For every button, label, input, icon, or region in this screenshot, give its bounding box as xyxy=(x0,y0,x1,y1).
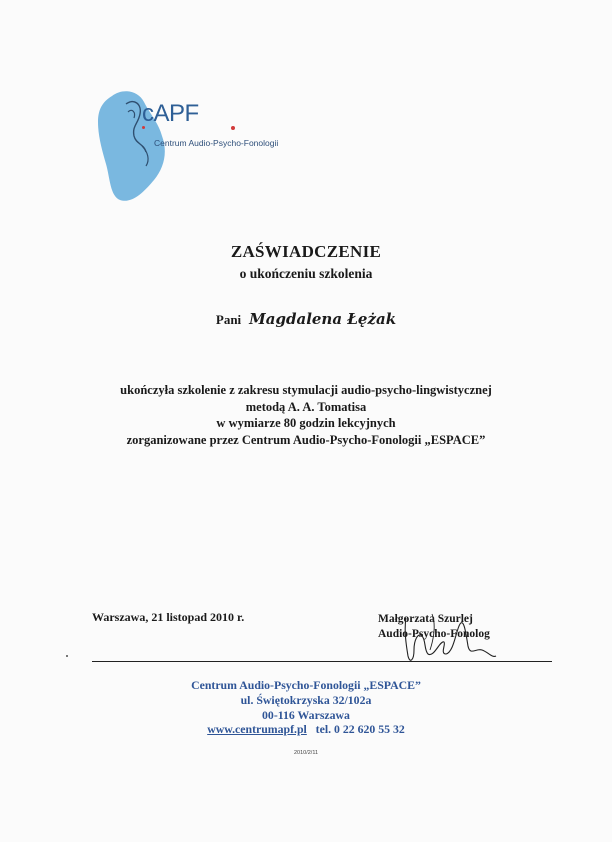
logo-wordmark: cAPF xyxy=(142,100,199,127)
body-line: zorganizowane przez Centrum Audio-Psycho-Fonologii „ESPACE” xyxy=(126,432,486,447)
logo-subtitle: Centrum Audio-Psycho-Fonologii xyxy=(154,138,279,148)
footer-address xyxy=(0,678,612,737)
divider-line xyxy=(92,661,552,662)
phone-number: tel. 0 22 620 55 32 xyxy=(315,722,405,737)
footer-city: 00-116 Warszawa xyxy=(262,707,350,722)
document-code: 2010/2/11 xyxy=(293,750,319,756)
body-line: w wymiarze 80 godzin lekcyjnych xyxy=(216,416,396,430)
certificate-body xyxy=(0,382,612,448)
body-line: metodą A. A. Tomatisa xyxy=(245,399,367,414)
place-date: Warszawa, 21 listopad 2010 r. xyxy=(92,610,245,624)
recipient-name: Magdalena Łężak xyxy=(249,310,397,328)
signatory-name: Małgorzata Szurlej xyxy=(378,613,473,625)
footer-street: ul. Świętokrzyska 32/102a xyxy=(240,692,372,707)
logo-dot-right xyxy=(231,126,235,130)
certificate-subtitle: o ukończeniu szkolenia xyxy=(239,266,373,281)
recipient-line xyxy=(0,310,612,328)
footer-contact xyxy=(0,722,612,737)
website-link[interactable]: www.centrumapf.pl xyxy=(207,722,307,737)
body-line: ukończyła szkolenie z zakresu stymulacji audio-psycho-lingwistycznej xyxy=(120,383,492,397)
capf-logo xyxy=(88,82,288,212)
recipient-prefix: Pani xyxy=(215,312,242,327)
signatory-role: Audio-Psycho-Fonolog xyxy=(378,628,490,640)
paper-speck xyxy=(66,655,68,657)
certificate-title: ZAŚWIADCZENIE xyxy=(230,242,382,261)
footer-org: Centrum Audio-Psycho-Fonologii „ESPACE” xyxy=(191,678,421,692)
